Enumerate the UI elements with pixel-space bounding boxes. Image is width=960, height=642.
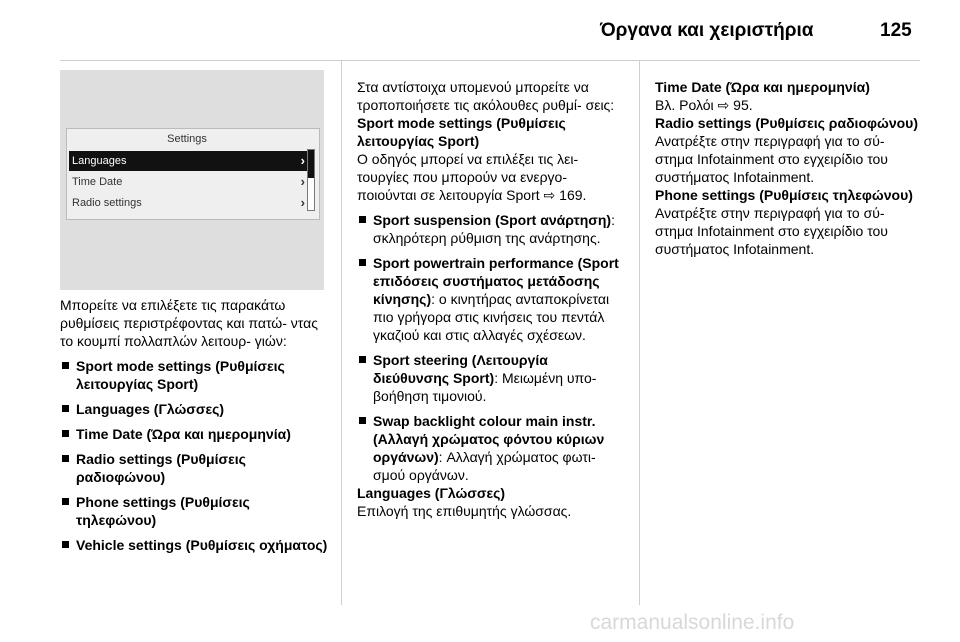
- section-text: Επιλογή της επιθυμητής γλώσσας.: [357, 503, 572, 519]
- item-text: : Αλλαγή χρώματος φωτι- σμού οργάνων.: [373, 449, 596, 483]
- chevron-right-icon: ›: [300, 153, 305, 168]
- menu-item-label: Radio settings: [72, 197, 142, 209]
- display-screen: [66, 128, 320, 220]
- list-item-text: Sport mode settings (Ρυθμίσεις λειτουργίας Sport): [76, 358, 285, 392]
- screen-title: Settings: [167, 133, 207, 145]
- list-item-text: Languages (Γλώσσες): [76, 401, 225, 417]
- item-title: Swap backlight colour main instr. (Αλλαγή χρώματος φόντου κύριων οργάνων): [373, 413, 605, 465]
- section-heading: Radio settings (Ρυθμίσεις ραδιοφώνου): [655, 115, 918, 131]
- item-text: : Μειωμένη υπο- βοήθηση τιμονιού.: [373, 370, 597, 404]
- list-item-text: Time Date (Ώρα και ημερομηνία): [76, 426, 291, 442]
- menu-item-languages: [69, 151, 309, 171]
- list-item: [357, 412, 627, 484]
- list-item: [60, 493, 328, 529]
- menu-item-label: Languages: [72, 155, 127, 167]
- column-divider: [341, 60, 342, 605]
- chevron-right-icon: ›: [300, 195, 305, 210]
- list-item: [60, 536, 328, 554]
- bullet-icon: [62, 362, 69, 369]
- bullet-icon: [62, 430, 69, 437]
- section-text: Ο οδηγός μπορεί να επιλέξει τις λει- τουργίες που μπορούν να ενεργο- ποιούνται σε λειτουργία Sport ⇨ 169.: [357, 151, 587, 203]
- column-divider: [639, 60, 640, 605]
- bullet-icon: [62, 455, 69, 462]
- page-number: 125: [880, 20, 912, 41]
- list-item: [357, 211, 627, 247]
- bullet-icon: [62, 541, 69, 548]
- menu-item-radio-settings: [69, 193, 309, 213]
- item-title: Sport steering (Λειτουργία διεύθυνσης Sport): [373, 352, 548, 386]
- bullet-icon: [62, 498, 69, 505]
- list-item: [357, 254, 627, 344]
- settings-screen-figure: [60, 70, 324, 290]
- watermark: carmanualsonline.info: [590, 611, 795, 634]
- column-2: [357, 78, 627, 520]
- intro-text: Μπορείτε να επιλέξετε τις παρακάτω ρυθμίσεις περιστρέφοντας και πατώ- ντας το κουμπί πολλαπλών λειτουρ- γιών:: [60, 297, 318, 349]
- section-heading: Languages (Γλώσσες): [357, 485, 506, 501]
- intro-text: Στα αντίστοιχα υπομενού μπορείτε να τροποποιήσετε τις ακόλουθες ρυθμί- σεις:: [357, 79, 615, 113]
- item-title: Sport powertrain performance (Sport επιδόσεις συστήματος μετάδοσης κίνησης): [373, 255, 619, 307]
- chevron-right-icon: ›: [300, 174, 305, 189]
- section-text: Ανατρέξτε στην περιγραφή για το σύ- στημα Infotainment στο εγχειρίδιο του συστήματος Infotainment.: [655, 133, 888, 185]
- scrollbar-thumb: [308, 150, 314, 178]
- section-heading: Sport mode settings (Ρυθμίσεις λειτουργίας Sport): [357, 115, 566, 149]
- list-item: [60, 357, 328, 393]
- menu-item-label: Time Date: [72, 176, 123, 188]
- section-text: Ανατρέξτε στην περιγραφή για το σύ- στημα Infotainment στο εγχειρίδιο του συστήματος Infotainment.: [655, 205, 888, 257]
- menu-item-time-date: [69, 172, 309, 192]
- list-item-text: Vehicle settings (Ρυθμίσεις οχήματος): [76, 537, 328, 553]
- list-item-text: Radio settings (Ρυθμίσεις ραδιοφώνου): [76, 451, 246, 485]
- item-text: : σκληρότερη ρύθμιση της ανάρτησης.: [373, 212, 615, 246]
- item-title: Sport suspension (Sport ανάρτηση): [373, 212, 612, 228]
- item-text: : ο κινητήρας ανταποκρίνεται πιο γρήγορα στις κινήσεις του πεντάλ γκαζιού και στις αλλαγές σχέσεων.: [373, 291, 610, 343]
- bullet-icon: [359, 216, 366, 223]
- bullet-icon: [359, 356, 366, 363]
- list-item: [60, 425, 328, 443]
- section-heading: Phone settings (Ρυθμίσεις τηλεφώνου): [655, 187, 913, 203]
- bullet-icon: [359, 417, 366, 424]
- bullet-icon: [359, 259, 366, 266]
- list-item: [357, 351, 627, 405]
- section-heading: Time Date (Ώρα και ημερομηνία): [655, 79, 870, 95]
- page-title: Όργανα και χειριστήρια: [600, 20, 814, 41]
- scrollbar: [307, 149, 315, 211]
- list-item: [60, 400, 328, 418]
- list-item-text: Phone settings (Ρυθμίσεις τηλεφώνου): [76, 494, 250, 528]
- section-text: Βλ. Ρολόι ⇨ 95.: [655, 97, 753, 113]
- column-1: [60, 296, 328, 554]
- header-rule: [60, 60, 920, 61]
- bullet-icon: [62, 405, 69, 412]
- list-item: [60, 450, 328, 486]
- column-3: [655, 78, 925, 258]
